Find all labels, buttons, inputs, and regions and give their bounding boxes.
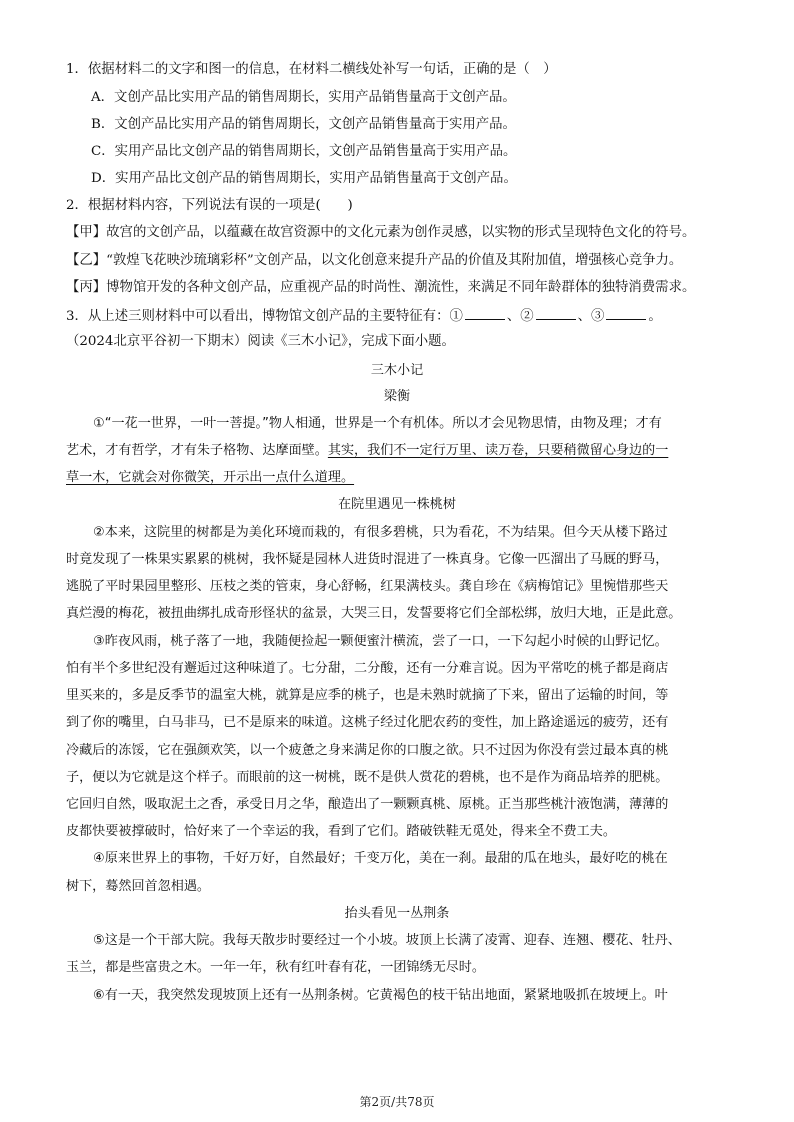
page-number: 第2页/共78页 xyxy=(359,1095,435,1109)
paragraph-4-line-2: 树下，蓦然回首忽相遇。 xyxy=(66,879,211,894)
paragraph-5-line-1: ⑤这是一个干部大院。我每天散步时要经过一个小坡。坡顶上长满了凌霄、迎春、连翘、樱花、牡丹、 xyxy=(93,933,681,948)
paragraph-2-line-4: 真烂漫的梅花，被扭曲绑扎成奇形怪状的盆景，大哭三日，发誓要将它们全部松绑，放归大地，正是此意。 xyxy=(66,606,682,621)
question-2-statement-bing: 【丙】博物馆开发的各种文创产品，应重视产品的时尚性、潮流性，来满足不同年龄群体的独特消费需求。 xyxy=(66,280,696,295)
underlined-sentence-part-1: 其实，我们不一定行万里、读万卷，只要稍微留心身边的一 xyxy=(327,443,669,458)
question-1-option-b: B．文创产品比实用产品的销售周期长，文创产品销售量高于实用产品。 xyxy=(91,117,516,132)
answer-blank-2[interactable] xyxy=(536,305,576,320)
answer-blank-3[interactable] xyxy=(606,305,646,320)
blank-3-label: ③ xyxy=(591,309,605,324)
paragraph-6-line-1: ⑥有一天，我突然发现坡顶上还有一丛荆条树。它黄褐色的枝干钻出地面，紧紧地吸抓在坡埂上。叶 xyxy=(93,988,668,1003)
question-1-option-d: D．实用产品比文创产品的销售周期长，实用产品销售量高于文创产品。 xyxy=(91,171,517,186)
paragraph-5-line-2: 玉兰，都是些富贵之木。一年一年，秋有红叶春有花，一团锦绣无尽时。 xyxy=(66,960,485,975)
section-heading-peach-tree: 在院里遇见一株桃树 xyxy=(338,497,456,512)
paragraph-2-line-2: 时竟发现了一株果实累累的桃树，我怀疑是园林人进货时混进了一株真身。它像一匹溜出了马厩的野马， xyxy=(66,552,669,567)
question-1-option-a: A．文创产品比实用产品的销售周期长，实用产品销售量高于文创产品。 xyxy=(91,90,516,105)
paragraph-1-line-2-text: 艺术，才有哲学，才有朱子格物、达摩面壁。 xyxy=(66,443,328,458)
paragraph-1-line-1: ①“一花一世界，一叶一菩提。”物人相通，世界是一个有机体。所以才会见物思情，由物及理；才有 xyxy=(93,416,662,431)
paragraph-3-line-3: 里买来的，多是反季节的温室大桃，就算是应季的桃子，也是未熟时就摘了下来，留出了运输的时间，等 xyxy=(66,688,669,703)
paragraph-3-line-8: 皮都快要被撑破时，恰好来了一个幸运的我，看到了它们。踏破铁鞋无觅处，得来全不费工夫。 xyxy=(66,824,616,839)
blank-2-label: ② xyxy=(520,309,534,324)
blank-1-label: ① xyxy=(449,309,463,324)
question-1: 1．依据材料二的文字和图一的信息，在材料二横线处补写一句话，正确的是（ ） xyxy=(66,62,557,77)
underlined-sentence-part-2: 草一木，它就会对你微笑，开示出一点什么道理。 xyxy=(66,470,355,485)
question-2: 2．根据材料内容，下列说法有误的一项是( ) xyxy=(66,198,353,213)
paragraph-4-line-1: ④原来世界上的事物，千好万好，自然最好；千变万化，美在一刹。最甜的瓜在地头，最好吃的桃在 xyxy=(93,851,668,866)
question-1-option-c: C．实用产品比文创产品的销售周期长，文创产品销售量高于实用产品。 xyxy=(91,144,517,159)
paragraph-3-line-7: 它回归自然，吸取泥土之香，承受日月之华，酿造出了一颗颗真桃、原桃。正当那些桃汁液饱满，薄薄的 xyxy=(66,797,669,812)
paragraph-3-line-6: 子，便以为它就是这个样子。而眼前的这一树桃，既不是供人赏花的碧桃，也不是作为商品培养的肥桃。 xyxy=(66,770,669,785)
question-3-prefix: 3．从上述三则材料中可以看出，博物馆文创产品的主要特征有： xyxy=(66,309,450,324)
paragraph-2-line-1: ②本来，这院里的树都是为美化环境而栽的，有很多碧桃，只为看花，不为结果。但今天从楼下路过 xyxy=(93,525,668,540)
paragraph-2-line-3: 逃脱了平时果园里整形、压枝之类的管束，身心舒畅，红果满枝头。龚自珍在《病梅馆记》里惋惜那些天 xyxy=(66,579,669,594)
question-3: 3．从上述三则材料中可以看出，博物馆文创产品的主要特征有：① 、② 、③ 。 xyxy=(66,305,662,327)
question-3-end: 。 xyxy=(648,309,662,324)
question-2-statement-jia: 【甲】故宫的文创产品，以蕴藏在故宫资源中的文化元素为创作灵感，以实物的形式呈现特色文化的符号。 xyxy=(66,225,696,240)
paragraph-3-line-4: 到了你的嘴里，白马非马，已不是原来的味道。这桃子经过化肥农药的变性，加上路途遥远的疲劳，还有 xyxy=(66,715,669,730)
paragraph-3-line-5: 冷藏后的冻馁，它在强颜欢笑，以一个疲惫之身来满足你的口腹之欲。只不过因为你没有尝过最本真的桃 xyxy=(66,743,669,758)
reading-source: （2024北京平谷初一下期末）阅读《三木小记》，完成下面小题。 xyxy=(66,334,455,349)
question-2-statement-yi: 【乙】“敦煌飞花映沙琉璃彩杯”文创产品，以文化创意来提升产品的价值及其附加值，增强核心竞争力。 xyxy=(66,253,683,268)
article-title: 三木小记 xyxy=(370,363,424,378)
paragraph-1-line-2 xyxy=(66,441,668,461)
paragraph-3-line-1: ③昨夜风雨，桃子落了一地，我随便捡起一颗便蜜汁横流，尝了一口，一下勾起小时候的山野记忆。 xyxy=(93,634,668,649)
section-heading-vitex: 抬头看见一丛荆条 xyxy=(344,906,450,921)
answer-blank-1[interactable] xyxy=(465,305,505,320)
paragraph-3-line-2: 怕有半个多世纪没有邂逅过这种味道了。七分甜，二分酸，还有一分难言说。因为平常吃的桃子都是商店 xyxy=(66,661,669,676)
article-author: 梁衡 xyxy=(383,389,411,404)
